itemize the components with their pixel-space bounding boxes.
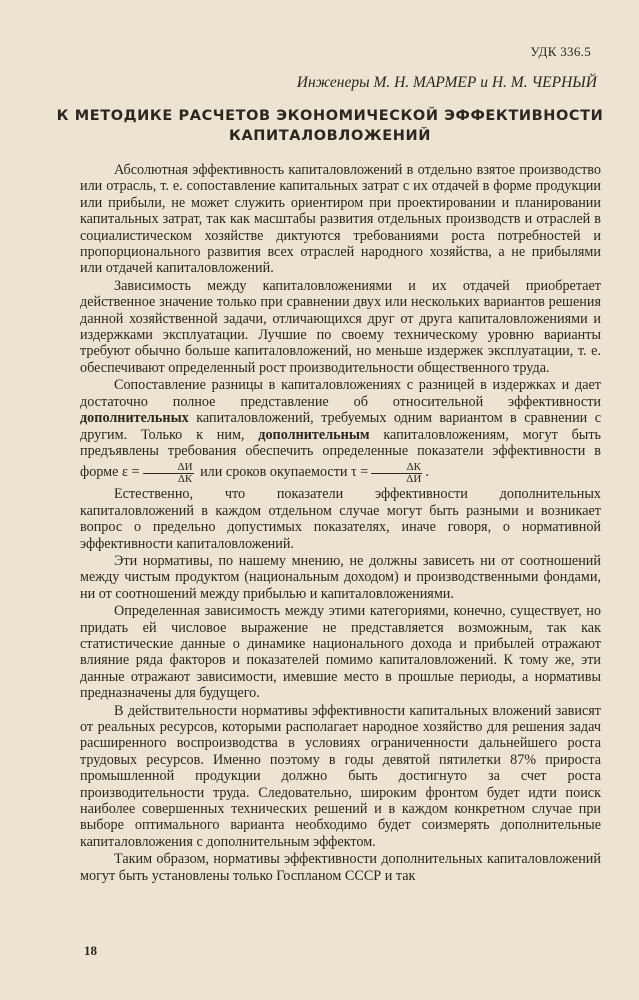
paragraph-4: Естественно, что показатели эффективности дополнительных капиталовложений в каждом отдельном случае могут быть разными и возникает вопрос о предельно допустимых показателях, иначе говоря, о нормативной эффективности капиталовложений. <box>80 486 601 552</box>
article-title <box>50 106 610 146</box>
paragraph-3 <box>80 377 601 485</box>
paragraph-6: Определенная зависимость между этими категориями, конечно, существует, но придать ей числовое выражение не представляется возможным, так как статистические данные о динамике национального дохода и прибылей отражают влияние ряда факторов и показателей помимо капиталовложений. К тому же, эти данные отражают зависимости, имевшие место в прошлые периоды, а нормативы предназначены для будущего. <box>80 603 601 702</box>
paragraph-7: В действительности нормативы эффективности капитальных вложений зависят от реальных ресурсов, которыми располагает народное хозяйство для решения задач расширенного воспроизводства в условиях ограниченности дальнейшего роста трудовых ресурсов. Именно поэтому в годы девятой пятилетки 87% прироста промышленной продукции должно быть достигнуто за счет роста производительности труда. Следовательно, широким фронтом будет идти поиск наиболее совершенных технических решений и в каждом конкретном случае при выборе оптимального варианта необходимо будет соизмерять дополнительные капиталовложения с дополнительным эффектом. <box>80 702 601 850</box>
title-line-2: КАПИТАЛОВЛОЖЕНИЙ <box>229 128 431 144</box>
page-number: 18 <box>84 943 97 958</box>
udc-code: УДК 336.5 <box>530 44 591 59</box>
paragraph-5: Эти нормативы, по нашему мнению, не должны зависеть ни от соотношений между чистым продуктом (национальным доходом) и производственными фондами, ни от соотношений между прибылью и капиталовложениями. <box>80 552 601 602</box>
fraction-dk-di <box>371 462 422 485</box>
p3-part-d: капиталовложениям, могут быть предъявлены требования обеспечить определенные показатели эффективности в форме <box>80 426 601 481</box>
article-body <box>80 162 601 884</box>
p3-end: . <box>425 464 429 481</box>
fraction-1-numerator: ΔИ <box>143 462 194 474</box>
title-line-1: К МЕТОДИКЕ РАСЧЕТОВ ЭКОНОМИЧЕСКОЙ ЭФФЕКТИВНОСТИ <box>56 108 604 124</box>
paragraph-8: Таким образом, нормативы эффективности дополнительных капиталовложений могут быть установлены только Госпланом СССР и так <box>80 851 601 884</box>
tau-formula <box>351 460 425 485</box>
fraction-2-denominator: ΔИ <box>406 472 422 485</box>
tau-symbol: τ = <box>351 464 369 481</box>
fraction-1-denominator: ΔК <box>177 472 193 485</box>
p3-emphasis-2: дополнительным <box>258 426 370 443</box>
paragraph-2: Зависимость между капиталовложениями и их отдачей приобретает действенное значение только при сравнении двух или нескольких вариантов решения данной хозяйственной задачи, отличающихся друг от друга капиталовложениями и издержками эксплуатации. Лучшие по своему техническому уровню варианты требуют обычно больше капиталовложений, но меньше издержек эксплуатации, т. е. обеспечивают определенный рост производительности общественного труда. <box>80 277 601 376</box>
authors-line: Инженеры М. Н. МАРМЕР и Н. М. ЧЕРНЫЙ <box>296 74 597 91</box>
epsilon-symbol: ε = <box>122 464 140 481</box>
p3-part-e: или сроков окупаемости <box>200 464 348 481</box>
p3-part-c: капиталовложений, требуемых одним вариантом в сравнении с другим. Только к ним, <box>80 410 602 443</box>
epsilon-formula <box>122 460 197 485</box>
p3-emphasis-1: дополнительных <box>80 410 189 427</box>
fraction-di-dk <box>143 462 194 485</box>
paragraph-1: Абсолютная эффективность капиталовложений в отдельно взятое производство или отрасль, т. е. сопоставление капитальных затрат с их отдачей в форме продукции или прибыли, не может служить ориентиром при проектировании и планировании капитальных затрат, так как масштабы развития отдельных производств и отраслей в социалистическом хозяйстве диктуются требованиями роста потребностей и пропорционального развития всех отраслей народного хозяйства, а не прибылями или отдачей капиталовложений. <box>80 162 601 277</box>
p3-part-a: Сопоставление разницы в капиталовложениях с разницей в издержках и дает достаточно полное представление об относительной эффективности <box>80 377 601 410</box>
fraction-2-numerator: ΔК <box>371 462 422 474</box>
